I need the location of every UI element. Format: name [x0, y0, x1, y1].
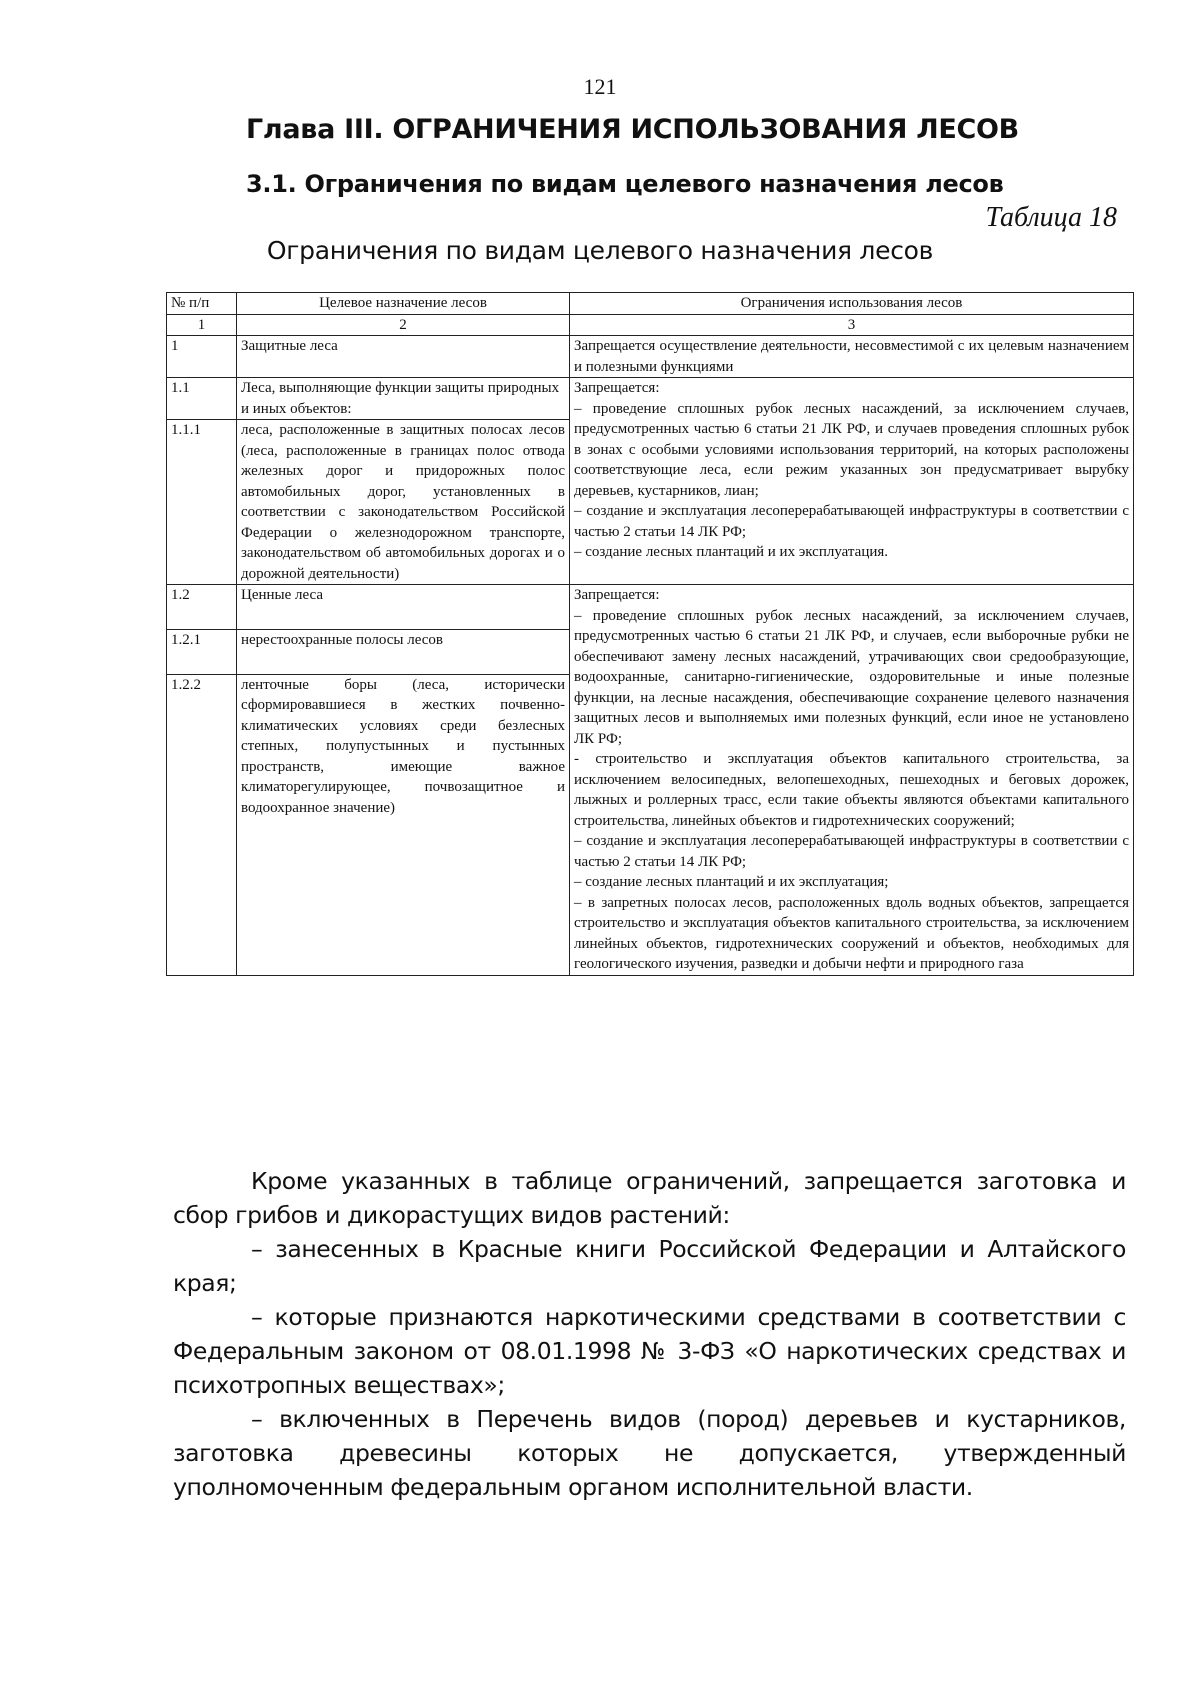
row-num: 1.2.1	[167, 629, 237, 674]
row-purpose: Леса, выполняющие функции защиты природных и иных объектов:	[237, 378, 570, 420]
column-number: 3	[570, 314, 1134, 336]
restriction-item: – создание лесных плантаций и их эксплуатация;	[574, 874, 889, 890]
body-list-item: – занесенных в Красные книги Российской Федерации и Алтайского края;	[173, 1235, 1126, 1297]
body-text	[173, 1164, 1126, 1504]
chapter-title: Глава III. ОГРАНИЧЕНИЯ ИСПОЛЬЗОВАНИЯ ЛЕСОВ	[246, 114, 1019, 145]
column-number: 1	[167, 314, 237, 336]
row-purpose: Ценные леса	[237, 585, 570, 630]
restrictions-heading: Запрещается:	[574, 380, 660, 396]
row-purpose: нерестоохранные полосы лесов	[237, 629, 570, 674]
table-label: Таблица 18	[985, 202, 1117, 233]
table-row	[167, 336, 1134, 378]
body-paragraph: Кроме указанных в таблице ограничений, запрещается заготовка и сбор грибов и дикорастущих видов растений:	[173, 1167, 1126, 1229]
row-num: 1.2	[167, 585, 237, 630]
header-restrictions: Ограничения использования лесов	[570, 293, 1134, 315]
table-caption: Ограничения по видам целевого назначения лесов	[266, 236, 934, 265]
row-num: 1.1.1	[167, 420, 237, 585]
restrictions-group-1-2	[570, 585, 1134, 976]
table-row	[167, 585, 1134, 630]
restriction-item: – в запретных полосах лесов, расположенных вдоль водных объектов, запрещается строительство и эксплуатация объектов капитального строительства, за исключением линейных объектов, гидротехнических сооружений и объектов, необходимых для геологического изучения, разведки и добычи нефти и природного газа	[574, 894, 1129, 972]
restriction-item: – создание и эксплуатация лесоперерабатывающей инфраструктуры в соответствии с частью 2 статьи 14 ЛК РФ;	[574, 833, 1129, 870]
body-list-item: – которые признаются наркотическими средствами в соответствии с Федеральным законом от 08.01.1998 № 3-ФЗ «О наркотических средствах и психотропных веществах»;	[173, 1303, 1126, 1399]
header-purpose: Целевое назначение лесов	[237, 293, 570, 315]
restrictions-heading: Запрещается:	[574, 587, 660, 603]
row-purpose: Защитные леса	[237, 336, 570, 378]
page-number: 121	[583, 74, 617, 99]
restriction-item: – проведение сплошных рубок лесных насаждений, за исключением случаев, предусмотренных частью 6 статьи 21 ЛК РФ, и случаев, если выборочные рубки не обеспечивают замену лесных насаждений, утрачивающих свои средообразующие, водоохранные, санитарно-гигиенические, оздоровительные и иные полезные функции, на лесные насаждения, обеспечивающие сохранение целевого назначения защитных лесов и выполняемых ими полезных функций, если иное не установлено ЛК РФ;	[574, 607, 1129, 747]
row-num: 1	[167, 336, 237, 378]
column-number: 2	[237, 314, 570, 336]
row-restrictions: Запрещается осуществление деятельности, несовместимой с их целевым назначением и полезными функциями	[570, 336, 1134, 378]
restrictions-group-1-1	[570, 378, 1134, 585]
table-row	[167, 378, 1134, 420]
table-header-row	[167, 293, 1134, 315]
restriction-item: – создание лесных плантаций и их эксплуатация.	[574, 544, 889, 560]
restriction-item: – создание и эксплуатация лесоперерабатывающей инфраструктуры в соответствии с частью 2 статьи 14 ЛК РФ;	[574, 503, 1129, 540]
column-numbers-row	[167, 314, 1134, 336]
row-num: 1.1	[167, 378, 237, 420]
header-num: № п/п	[167, 293, 237, 315]
restrictions-table	[166, 292, 1134, 976]
section-title: 3.1. Ограничения по видам целевого назначения лесов	[246, 170, 1004, 198]
restriction-item: - строительство и эксплуатация объектов капитального строительства, за исключением велосипедных, велопешеходных, пешеходных и беговых дорожек, лыжных и роллерных трасс, если такие объекты являются объектами капитального строительства, линейных объектов и гидротехнических сооружений;	[574, 751, 1129, 829]
body-list-item: – включенных в Перечень видов (пород) деревьев и кустарников, заготовка древесины которых не допускается, утвержденный уполномоченным федеральным органом исполнительной власти.	[173, 1405, 1126, 1501]
row-purpose: ленточные боры (леса, исторически сформировавшиеся в жестких почвенно-климатических условиях среди безлесных степных, полупустынных и пустынных пространств, имеющие важное климаторегулирующее, почвозащитное и водоохранное значение)	[237, 674, 570, 975]
restriction-item: – проведение сплошных рубок лесных насаждений, за исключением случаев, предусмотренных частью 6 статьи 21 ЛК РФ, и случаев проведения сплошных рубок в зонах с особыми условиями использования территорий, на которых расположены соответствующие леса, если режим указанных зон предусматривает вырубку деревьев, кустарников, лиан;	[574, 400, 1129, 499]
row-num: 1.2.2	[167, 674, 237, 975]
row-purpose: леса, расположенные в защитных полосах лесов (леса, расположенные в границах полос отвода железных дорог и придорожных полос автомобильных дорог, установленных в соответствии с законодательством Российской Федерации о железнодорожном транспорте, законодательством об автомобильных дорогах и о дорожной деятельности)	[237, 420, 570, 585]
